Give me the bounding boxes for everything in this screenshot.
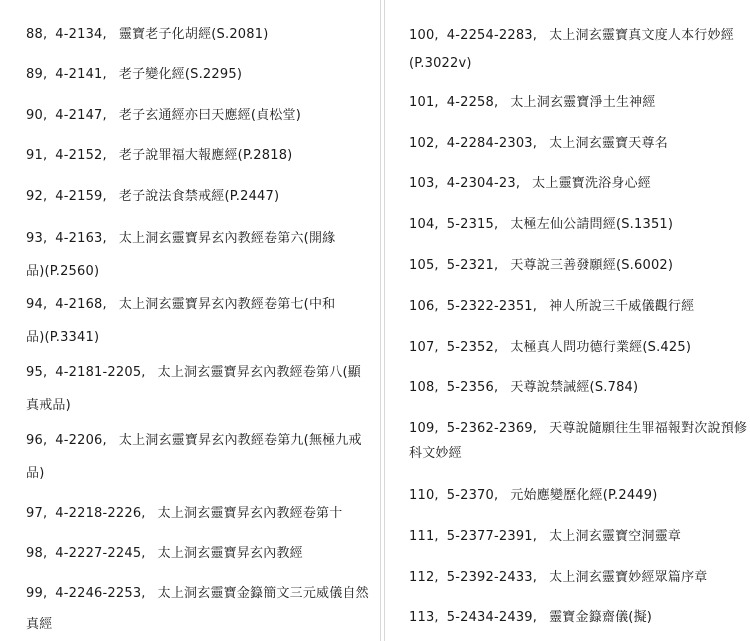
entry-code: 4-2304-23, [446, 176, 521, 191]
list-item [26, 145, 292, 167]
list-item [409, 173, 651, 195]
entry-title: 太上洞玄靈寶淨土生神經 [510, 95, 656, 110]
list-item [409, 133, 668, 155]
entry-number: 112, [409, 570, 439, 585]
entry-number: 93, [26, 231, 48, 246]
entry-code: 5-2321, [446, 258, 499, 273]
entry-code: 5-2434-2439, [446, 610, 538, 625]
entry-title: 太上靈寶洗浴身心經 [532, 176, 651, 191]
list-item [409, 485, 658, 507]
entry-title: 太上洞玄靈寶昇玄內教經卷第八(顯 [157, 365, 361, 380]
entry-code: 5-2370, [446, 488, 499, 503]
entry-number: 100, [409, 28, 439, 43]
entry-number: 98, [26, 546, 48, 561]
entry-number: 105, [409, 258, 439, 273]
entry-code: 5-2322-2351, [446, 299, 538, 314]
entry-number: 111, [409, 529, 439, 544]
list-item [409, 526, 681, 548]
entry-number: 104, [409, 217, 439, 232]
entry-continuation: 品) [26, 466, 45, 481]
entry-title: 太極真人問功德行業經(S.425) [510, 340, 692, 355]
list-item [26, 228, 335, 283]
entry-code: 4-2134, [55, 27, 107, 42]
entry-continuation: 真經 [26, 617, 53, 632]
entry-title: 元始應變歷化經(P.2449) [510, 488, 658, 503]
list-item [409, 337, 691, 359]
entry-title: 老子玄通經亦曰天應經(貞松堂) [118, 108, 302, 123]
entry-title: 太上洞玄靈寶昇玄內教經 [157, 546, 303, 561]
entry-code: 4-2246-2253, [55, 586, 146, 601]
entry-code: 5-2315, [446, 217, 499, 232]
list-item [26, 64, 242, 86]
right-column [384, 0, 750, 641]
entry-number: 88, [26, 27, 48, 42]
entry-code: 5-2352, [446, 340, 499, 355]
list-item [26, 105, 301, 127]
entry-number: 113, [409, 610, 439, 625]
list-item [26, 186, 279, 208]
entry-title: 老子變化經(S.2295) [118, 67, 243, 82]
list-item [409, 377, 638, 399]
list-item [409, 92, 656, 114]
list-item [26, 583, 369, 636]
entry-title: 太極左仙公請問經(S.1351) [510, 217, 674, 232]
entry-number: 110, [409, 488, 439, 503]
entry-code: 4-2206, [55, 433, 107, 448]
entry-number: 109, [409, 421, 439, 436]
entry-title: 太上洞玄靈寶空洞靈章 [549, 529, 682, 544]
entry-title: 太上洞玄靈寶真文度人本行妙經 [549, 28, 734, 43]
list-item [409, 255, 673, 277]
entry-number: 103, [409, 176, 439, 191]
entry-title: 天尊說禁誡經(S.784) [510, 380, 639, 395]
entry-code: 4-2163, [55, 231, 107, 246]
entry-number: 101, [409, 95, 439, 110]
entry-code: 5-2392-2433, [446, 570, 538, 585]
entry-number: 107, [409, 340, 439, 355]
entry-continuation: (P.3022v) [409, 56, 472, 71]
entry-title: 太上洞玄靈寶金籙簡文三元威儀自然 [157, 586, 369, 601]
entry-code: 4-2258, [446, 95, 499, 110]
entry-continuation: 品)(P.3341) [26, 330, 100, 345]
entry-title: 神人所說三千威儀觀行經 [549, 299, 695, 314]
entry-code: 4-2284-2303, [446, 136, 538, 151]
entry-continuation: 品)(P.2560) [26, 264, 100, 279]
entry-title: 太上洞玄靈寶昇玄內教經卷第六(開緣 [118, 231, 336, 246]
entry-number: 102, [409, 136, 439, 151]
entry-code: 4-2227-2245, [55, 546, 146, 561]
entry-title: 太上洞玄靈寶妙經眾篇序章 [549, 570, 708, 585]
entry-continuation: 真戒品) [26, 398, 71, 413]
entry-code: 4-2147, [55, 108, 107, 123]
list-item [409, 607, 652, 629]
column-divider [380, 0, 381, 641]
entry-code: 4-2159, [55, 189, 107, 204]
list-item [26, 294, 335, 349]
entry-number: 91, [26, 148, 48, 163]
list-item [409, 567, 708, 589]
entry-code: 5-2362-2369, [446, 421, 538, 436]
entry-code: 4-2152, [55, 148, 107, 163]
entry-code: 4-2181-2205, [55, 365, 146, 380]
list-item [409, 296, 694, 318]
entry-title: 老子說法食禁戒經(P.2447) [118, 189, 280, 204]
list-item [26, 362, 361, 417]
entry-number: 95, [26, 365, 48, 380]
list-item [26, 543, 303, 565]
entry-title: 太上洞玄靈寶昇玄內教經卷第七(中和 [118, 297, 336, 312]
entry-code: 4-2168, [55, 297, 107, 312]
entry-title: 天尊說三善發願經(S.6002) [510, 258, 674, 273]
entry-title: 靈寶金籙齋儀(擬) [549, 610, 653, 625]
entry-title: 太上洞玄靈寶昇玄內教經卷第九(無極九戒 [118, 433, 362, 448]
entry-number: 90, [26, 108, 48, 123]
list-item [26, 24, 269, 46]
entry-title: 天尊說隨願往生罪福報對次說預修 [549, 421, 748, 436]
entry-code: 5-2377-2391, [446, 529, 538, 544]
entry-continuation: 科文妙經 [409, 446, 462, 461]
list-item [26, 430, 362, 485]
entry-number: 96, [26, 433, 48, 448]
entry-code: 4-2141, [55, 67, 107, 82]
list-item [409, 25, 734, 75]
entry-number: 89, [26, 67, 48, 82]
entry-code: 4-2218-2226, [55, 506, 146, 521]
entry-number: 94, [26, 297, 48, 312]
entry-number: 108, [409, 380, 439, 395]
entry-number: 106, [409, 299, 439, 314]
entry-code: 5-2356, [446, 380, 499, 395]
entry-title: 靈寶老子化胡經(S.2081) [118, 27, 269, 42]
list-item [409, 214, 673, 236]
entry-title: 老子說罪福大報應經(P.2818) [118, 148, 293, 163]
list-item [409, 418, 747, 465]
entry-number: 97, [26, 506, 48, 521]
entry-title: 太上洞玄靈寶天尊名 [549, 136, 668, 151]
entry-code: 4-2254-2283, [446, 28, 538, 43]
entry-number: 99, [26, 586, 48, 601]
entry-number: 92, [26, 189, 48, 204]
list-item [26, 503, 342, 525]
entry-title: 太上洞玄靈寶昇玄內教經卷第十 [157, 506, 343, 521]
